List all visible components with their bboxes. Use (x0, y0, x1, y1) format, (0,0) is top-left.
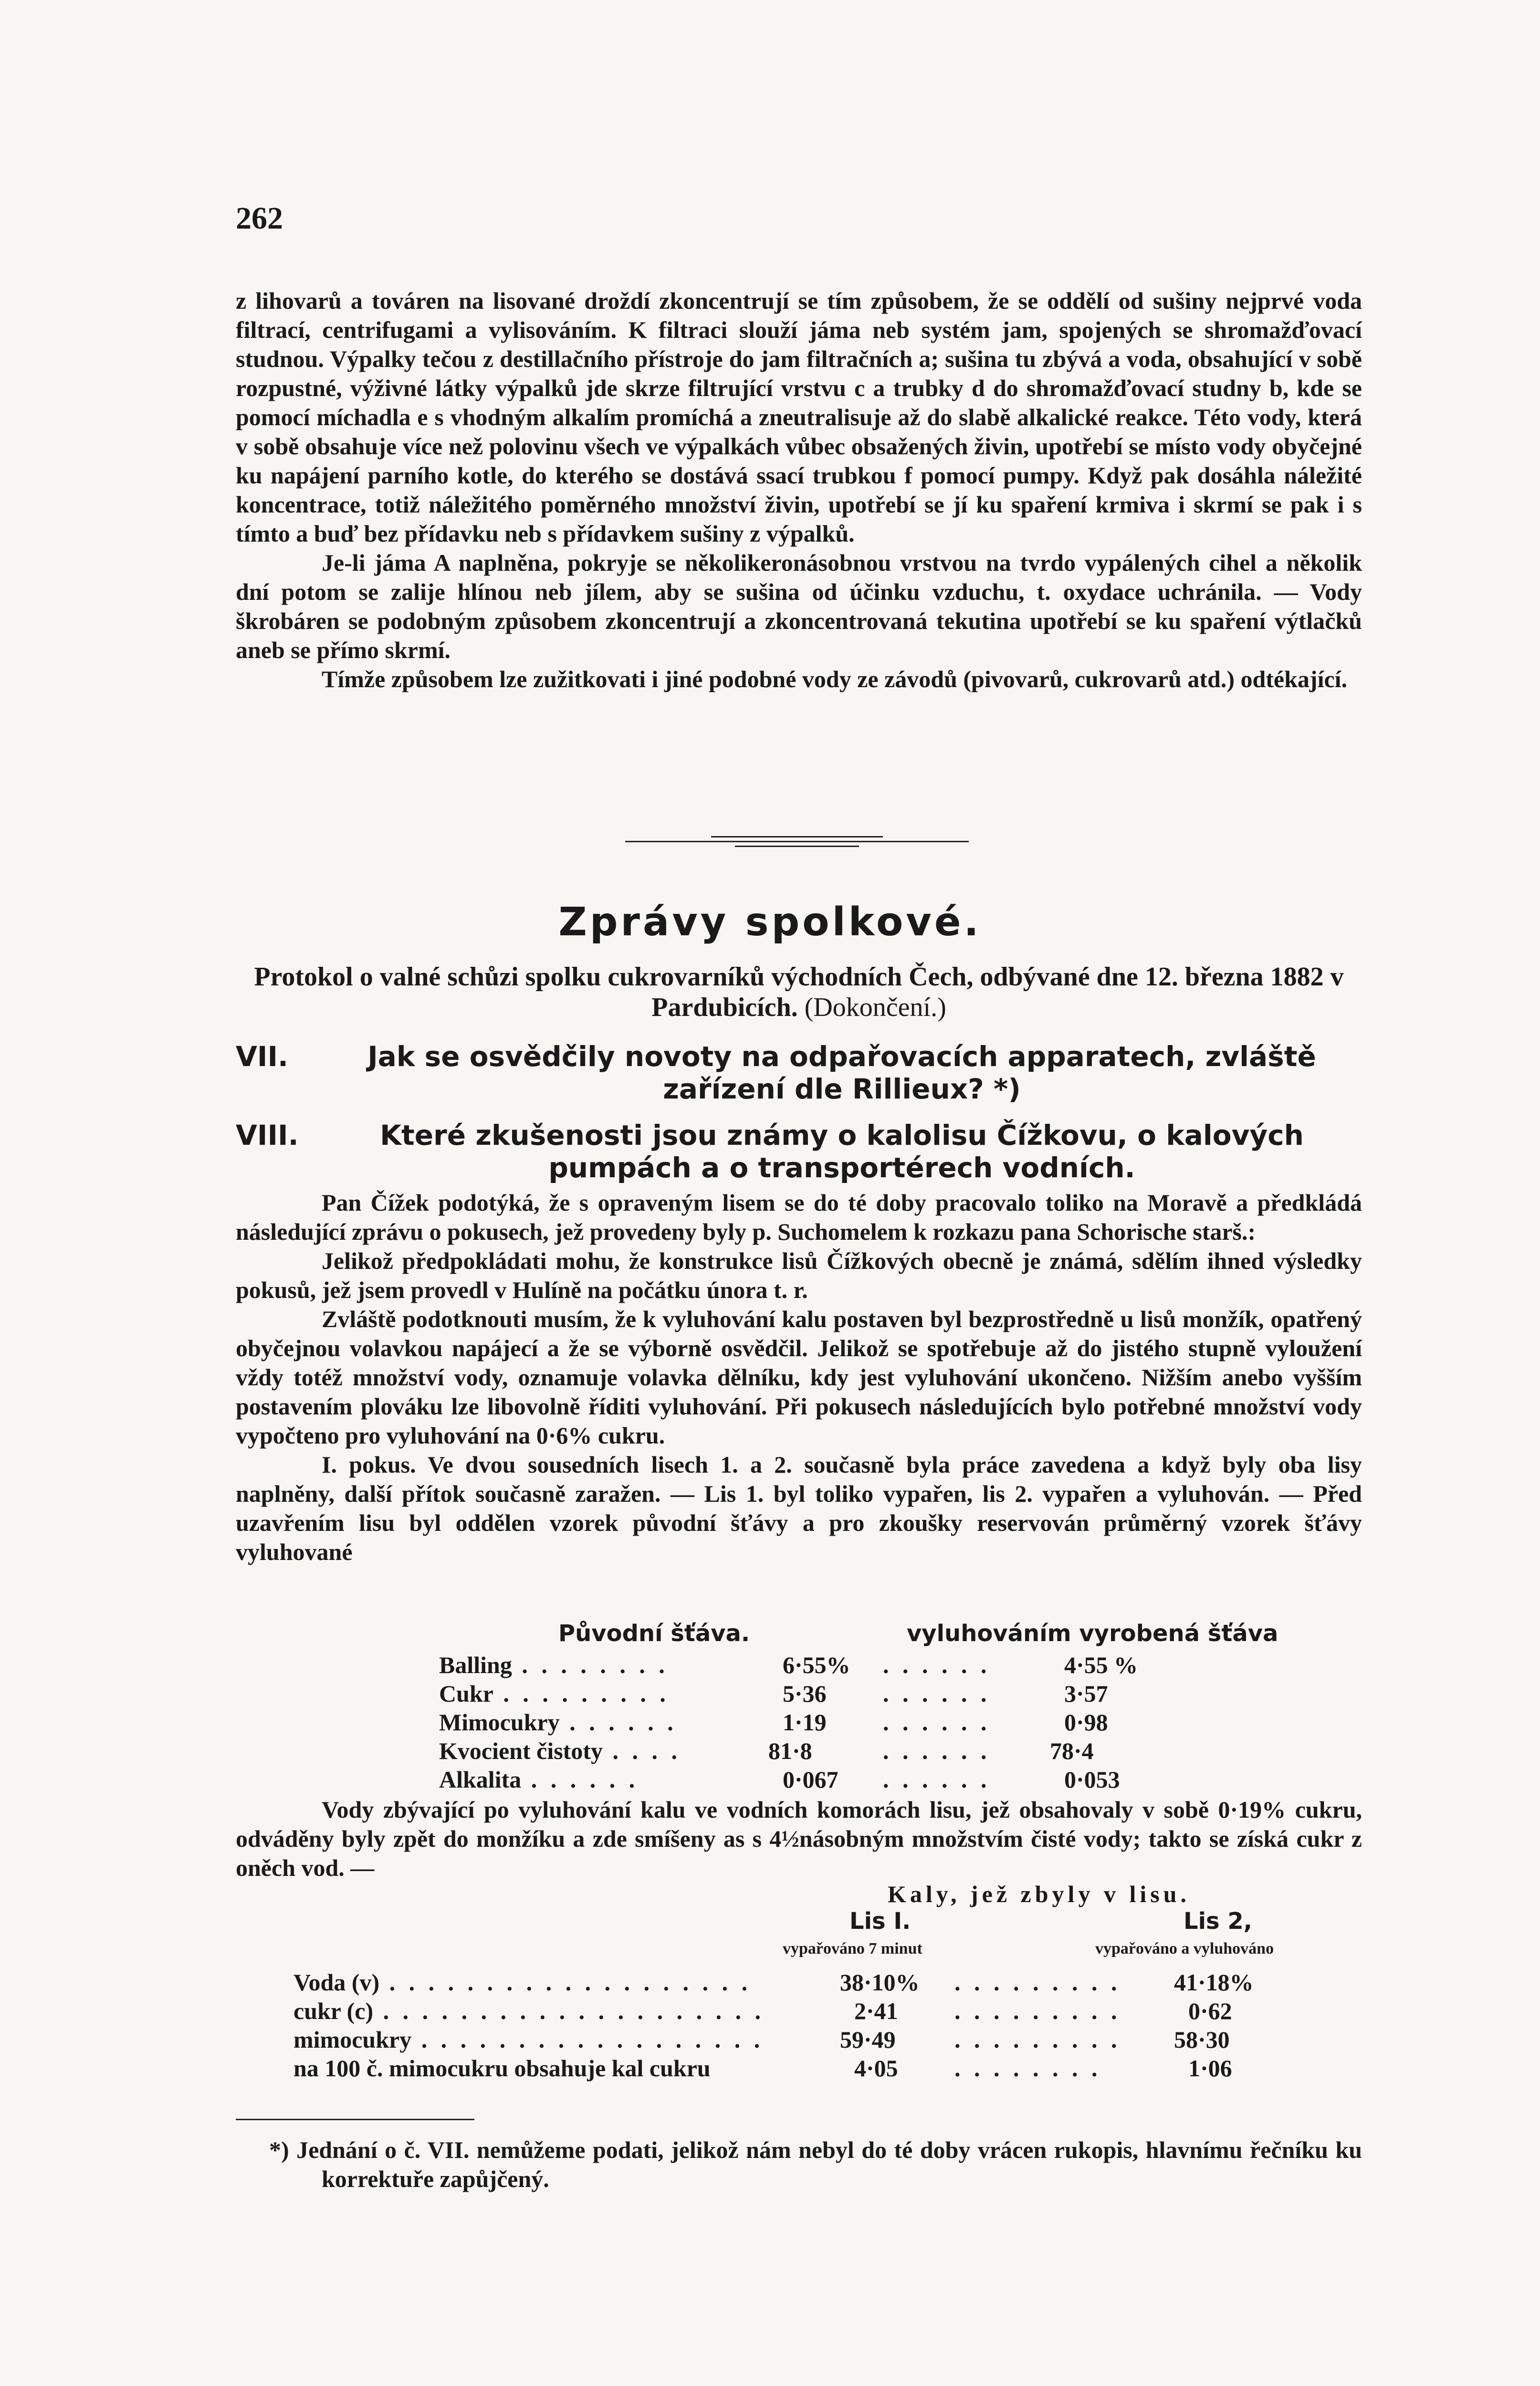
section-viii-line2: pumpách a o transportérech vodních. (548, 1151, 1135, 1184)
table1-row: Cukr . . . . . . . . . (439, 1680, 670, 1707)
table1-row: Balling . . . . . . . . (439, 1652, 669, 1678)
table1-orig-value: 6·55% (783, 1652, 850, 1678)
table2-row (293, 2054, 711, 2082)
table1-row-label: Alkalita (439, 1766, 522, 1793)
section-vii-line2: zařízení dle Rillieux? *) (663, 1073, 1021, 1105)
table2-lis1-value: 4·05 (854, 2055, 898, 2082)
table1-row-label: Kvocient čistoty (439, 1737, 603, 1764)
table1-dots: . . . . . . (883, 1766, 991, 1793)
section-viii-number: VIII. (236, 1119, 299, 1151)
section-viii-heading (236, 1119, 1362, 1184)
table2-lis2-value: 58·30 (1174, 2026, 1230, 2053)
table2-col1-header: Lis I. (849, 1908, 911, 1935)
table2-dots: . . . . . . . . . (954, 1969, 1121, 1996)
table1-orig-value: 1·19 (783, 1709, 827, 1736)
section-vii-heading (236, 1040, 1362, 1105)
table2-row-label: mimocukry (293, 2026, 412, 2053)
table2-dots: . . . . . . . . . (954, 1998, 1121, 2024)
table2-row-label: Voda (v) (293, 1969, 380, 1996)
body-paragraph-4: I. pokus. Ve dvou sousedních lisech 1. a 2. současně byla práce zavedena a když byly oba lisy naplněny, další přítok současně zaražen. — Lis 1. byl toliko vypařen, lis 2. vypařen a vyluhován. — Před uzavřením lisu byl oddělen vzorek původní šťávy a pro zkoušky reservován průměrný vzorek šťávy vyluhované (236, 1451, 1362, 1565)
intro-paragraph-2: Je-li jáma A naplněna, pokryje se několikeronásobnou vrstvou na tvrdo vypálených cihel a několik dní potom se zalije hlínou neb jílem, aby se sušina od účinku vzduchu, t. oxydace uchránila. — Vody škrobáren se podobným způsobem zkoncentrují a zkoncentrovaná tekutina upotřebí se ku spaření výtlačků aneb se přímo skrmí. (236, 549, 1362, 663)
table2-row-label: cukr (c) (293, 1998, 374, 2024)
page-number: 262 (236, 201, 283, 236)
table1-row-label: Mimocukry (439, 1709, 560, 1736)
table2-dots: . . . . . . . . . (954, 2026, 1121, 2053)
protocol-title (236, 962, 1362, 1023)
table2-lis2-value: 41·18% (1174, 1969, 1254, 1996)
table2-lis1-value: 59·49 (840, 2026, 896, 2053)
table1-row: Mimocukry . . . . . . (439, 1709, 677, 1736)
table1-leached-value: 3·57 (1064, 1680, 1108, 1707)
footnote: *) Jednání o č. VII. nemůžeme podati, jelikož nám nebyl do té doby vrácen rukopis, hlavnímu řečníku ku korrektuře zapůjčený. (269, 2136, 1362, 2192)
table1-leached-value: 0·053 (1064, 1766, 1120, 1793)
table1-leached-value: 0·98 (1064, 1709, 1108, 1736)
table2-row: mimocukry . . . . . . . . . . . . . . . . . . (293, 2026, 764, 2053)
footnote-block (236, 2135, 1362, 2194)
table1-orig-value: 5·36 (783, 1680, 827, 1707)
table1-dots: . . . . . . (883, 1737, 991, 1764)
section-viii-line1: Které zkušenosti jsou známy o kalolisu Čížkovu, o kalových (380, 1119, 1304, 1151)
table1-row: Kvocient čistoty . . . . (439, 1737, 681, 1764)
table2-col1-sub: vypařováno 7 minut (783, 1940, 922, 1957)
table1-orig-value: 0·067 (783, 1766, 838, 1793)
section-vii-number: VII. (236, 1040, 289, 1073)
table1-dots: . . . . . . (883, 1709, 991, 1736)
table2-lis2-value: 0·62 (1188, 1998, 1232, 2024)
table1-col2-header: vyluhováním vyrobená šťáva (907, 1620, 1278, 1647)
table1-orig-value: 81·8 (768, 1737, 812, 1764)
intro-paragraph-3: Tímže způsobem lze zužitkovati i jiné podobné vody ze závodů (pivovarů, cukrovarů atd.) odtékající. (322, 666, 1348, 692)
footnote-rule (236, 2119, 474, 2120)
table1-row-label: Balling (439, 1652, 512, 1678)
section-heading: Zprávy spolkové. (558, 900, 982, 945)
section-vii-line1: Jak se osvědčily novoty na odpařovacích apparatech, zvláště (367, 1040, 1316, 1073)
intro-paragraph-1: z lihovarů a továren na lisované droždí zkoncentrují se tím způsobem, že se oddělí od sušiny nejprvé voda filtrací, centrifugami a vylisováním. K filtraci slouží jáma neb systém jam, spojených se shromažďovací studnou. Výpalky tečou z destillačního přístroje do jam filtračních a; sušina tu zbývá a voda, obsahující v sobě rozpustné, výživné látky výpalků jde skrze filtrující vrstvu c a trubky d do shromažďovací studny b, kde se pomocí míchadla e s vhodným alkalím promíchá a zneutralisuje až do slabě alkalické reakce. Této vody, která v sobě obsahuje více než polovinu všech ve výpalkách vůbec obsažených živin, upotřebí se místo vody obyčejné ku napájení parního kotle, do kterého se dostává ssací trubkou f pomocí pumpy. Když pak dosáhla náležité koncentrace, totiž náležitého poměrného množství živin, upotřebí se jí ku spaření krmiva i skrmí se pak i s tímto a buď bez přídavku neb s přídavkem sušiny z výpalků. (236, 287, 1362, 547)
table1-leached-value: 4·55 % (1064, 1652, 1138, 1678)
table2-col2-sub: vypařováno a vyluhováno (1095, 1940, 1274, 1957)
table2-dots: . . . . . . . . (954, 2055, 1101, 2082)
table2-lis2-value: 1·06 (1188, 2055, 1232, 2082)
table2-caption: Kaly, jež zbyly v lisu. (888, 1881, 1190, 1907)
table2-row: Voda (v) . . . . . . . . . . . . . . . . . . . (293, 1969, 752, 1996)
table1-row-label: Cukr (439, 1680, 493, 1707)
after-table-text (236, 1795, 1362, 1883)
table1-leached-value: 78·4 (1050, 1737, 1094, 1764)
table2-col2-header: Lis 2, (1184, 1908, 1252, 1935)
body-paragraph-2: Jelikož předpokládati mohu, že konstrukce lisů Čížkových obecně je známá, sdělím ihned výsledky pokusů, jež jsem provedl v Hulíně na počátku února t. r. (236, 1247, 1362, 1303)
protocol-note: (Dokončení.) (804, 993, 946, 1022)
table2-row-label: na 100 č. mimocukru obsahuje kal cukru (293, 2055, 711, 2082)
intro-text (236, 286, 1362, 694)
protocol-title-text: Protokol o valné schůzi spolku cukrovarníků východních Čech, odbývané dne 12. března 1882 v Pardubicích. (254, 962, 1344, 1022)
separator-rule (625, 832, 969, 851)
table2-lis1-value: 2·41 (854, 1998, 898, 2024)
body-paragraph-1: Pan Čížek podotýká, že s opraveným lisem se do té doby pracovalo toliko na Moravě a předkládá následující zprávu o pokusech, jež provedeny byly p. Suchomelem k rozkazu pana Schorische starš.: (236, 1189, 1362, 1245)
body-paragraph-3: Zvláště podotknouti musím, že k vyluhování kalu postaven byl bezprostředně u lisů monžík, opatřený obyčejnou volavkou napájecí a že se výborně osvědčil. Jelikož se spotřebuje až do jistého stupně vyloužení vždy totéž množství vody, oznamuje volavka dělníku, kdy jest vyluhování ukončeno. Nižším anebo vyšším postavením plováku lze libovolně říditi vyluhování. Při pokusech následujících bylo potřebné množství vody vypočteno pro vyluhování na 0·6% cukru. (236, 1306, 1362, 1449)
after-table-paragraph: Vody zbývající po vyluhování kalu ve vodních komorách lisu, jež obsahovaly v sobě 0·19% cukru, odváděny byly zpět do monžíku a zde smíšeny as s 4½násobným množstvím čisté vody; takto se získá cukr z oněch vod. — (236, 1796, 1362, 1881)
body-text (236, 1188, 1362, 1567)
table1-dots: . . . . . . (883, 1680, 991, 1707)
table2-lis1-value: 38·10% (840, 1969, 920, 1996)
table1-dots: . . . . . . (883, 1652, 991, 1678)
table1-col1-header: Původní šťáva. (558, 1620, 750, 1647)
table2-row: cukr (c) . . . . . . . . . . . . . . . . . . . . (293, 1998, 765, 2024)
table1-row: Alkalita . . . . . . (439, 1766, 639, 1793)
